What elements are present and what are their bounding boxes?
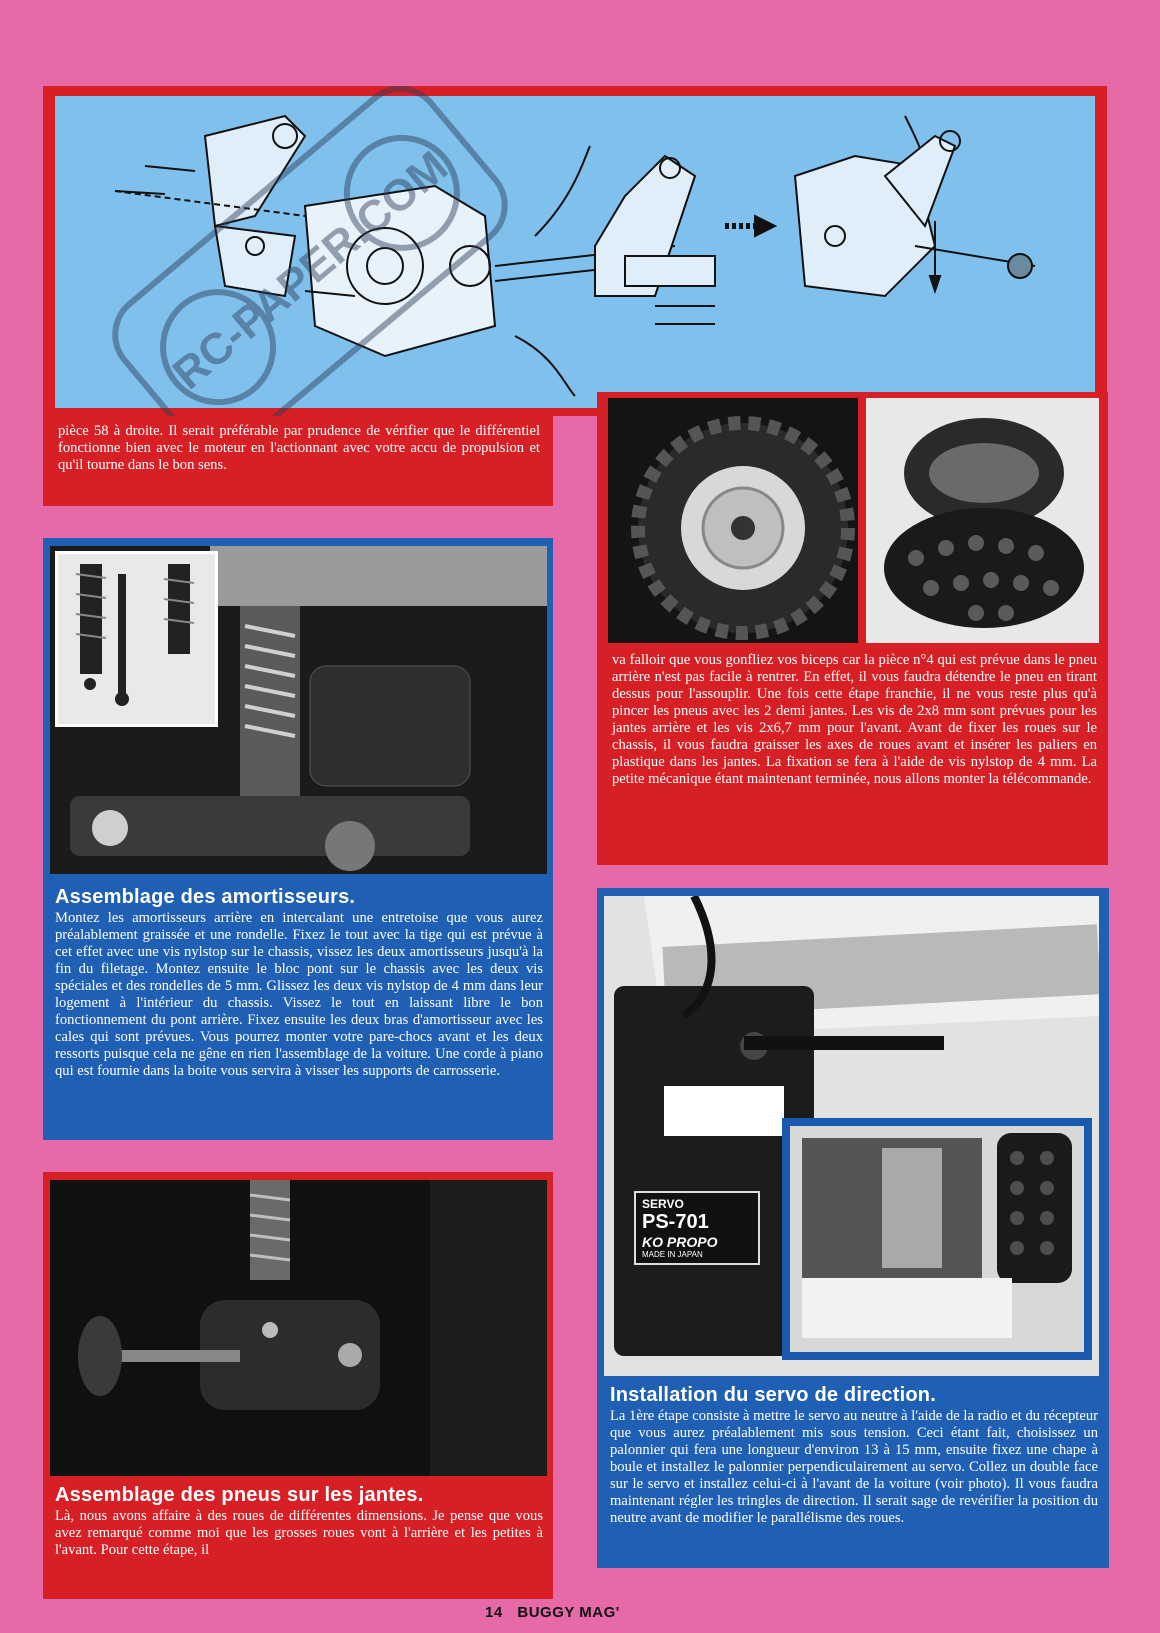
page-footer — [485, 1604, 630, 1621]
watermark-text: RC-PAPER.COM — [163, 141, 457, 399]
tire-spiked-drawing — [866, 398, 1099, 643]
servo-paragraph: La 1ère étape consiste à mettre le servo au neutre à l'aide de la radio et du récepteur que vous aurez préalablement mis sous tension. Ceci étant fait, choisissez un palonnier qui fera une longueur d'environ 13 à 15 mm, ensuite fixez une chape à boule et installez le palonnier perpendiculairement au servo. Collez un double face sur le servo et installez celui-ci à l'avant de la voiture (voir photo). Il vous faudra maintenant régler les tringles de direction. Il serait sage de revérifier la position du neutre avant de modifier le parallélisme des roues. — [610, 1408, 1098, 1526]
wheel-axle-drawing — [50, 1180, 547, 1476]
servo-label-type: SERVO — [642, 1197, 684, 1211]
servo-heading: Installation du servo de direction. — [610, 1384, 936, 1406]
servo-installed-drawing — [782, 1118, 1092, 1360]
servo-label-model: PS-701 — [642, 1211, 709, 1233]
top-paragraph: pièce 58 à droite. Il serait préférable par prudence de vérifier que le différentiel fonctionne bien avec le moteur en l'actionnant avec votre accu de propulsion et qu'il tourne dans le bon sens. — [58, 423, 540, 473]
amortisseurs-heading: Assemblage des amortisseurs. — [55, 886, 356, 908]
photo-shock-assembly — [50, 546, 547, 874]
photo-wheel-axle — [50, 1180, 547, 1476]
wheels-paragraph: va falloir que vous gonfliez vos biceps car la pièce n°4 qui est prévue dans le pneu arrière n'est pas facile à rentrer. En effet, il vous faudra détendre le pneu en tirant dessus pour l'assouplir. Une fois cette étape franchie, il ne vous reste plus qu'à pincer les pneus avec les 2 demi jantes. Les vis de 2x8 mm sont prévues pour les jantes arrière et les vis 2x6,7 mm pour l'avant. Avant de fixer les roues sur le chassis, il vous faudra graisser les axes de roues avant et insérer les paliers en plastique dans les jantes. La fixation se fera à l'aide de vis nylstop de 4 mm. La petite mécanique étant maintenant terminée, nous allons monter la télécommande. — [612, 652, 1097, 787]
magazine-name: BUGGY MAG' — [517, 1604, 620, 1621]
pneus-heading: Assemblage des pneus sur les jantes. — [55, 1484, 424, 1506]
photo-servo — [604, 896, 1099, 1376]
shock-parts-drawing — [58, 554, 215, 724]
photo-wheel-rim — [608, 398, 858, 643]
photo-tire-spiked — [866, 398, 1099, 643]
pneus-paragraph: Là, nous avons affaire à des roues de différentes dimensions. Je pense que vous avez remarqué comme moi que les grosses roues vont à l'arrière et les petites à l'avant. Pour cette étape, il — [55, 1508, 543, 1558]
wheel-rim-drawing — [608, 398, 858, 643]
servo-label-origin: MADE IN JAPAN — [642, 1250, 703, 1259]
inset-servo-installed — [782, 1118, 1092, 1360]
page-number: 14 — [485, 1604, 503, 1621]
servo-label-brand: KO PROPO — [642, 1234, 718, 1250]
amortisseurs-paragraph: Montez les amortisseurs arrière en intercalant une entretoise que vous aurez préalablement graissée et une rondelle. Fixez le tout avec la tige qui est prévue à cet effet avec une vis nylstop sur le chassis, vissez les deux amortisseurs jusqu'à la fin du filetage. Montez ensuite le bloc pont sur le chassis avec les deux vis spéciales et des rondelles de 5 mm. Glissez les deux vis nylstop de 4 mm dans leur logement à l'intérieur du chassis. Vissez le tout en laissant libre le bon fonctionnement du pont arrière. Fixez ensuite les deux bras d'amortisseur avec les cales qui sont prévues. Vous pourrez monter votre pare-chocs avant et les deux ressorts puisque cela ne gêne en rien l'assemblage de la voiture. Une corde à piano qui est fournie dans la boite vous servira à visser les supports de carrosserie. — [55, 910, 543, 1079]
inset-shock-parts — [55, 551, 218, 727]
servo-label — [634, 1191, 760, 1265]
